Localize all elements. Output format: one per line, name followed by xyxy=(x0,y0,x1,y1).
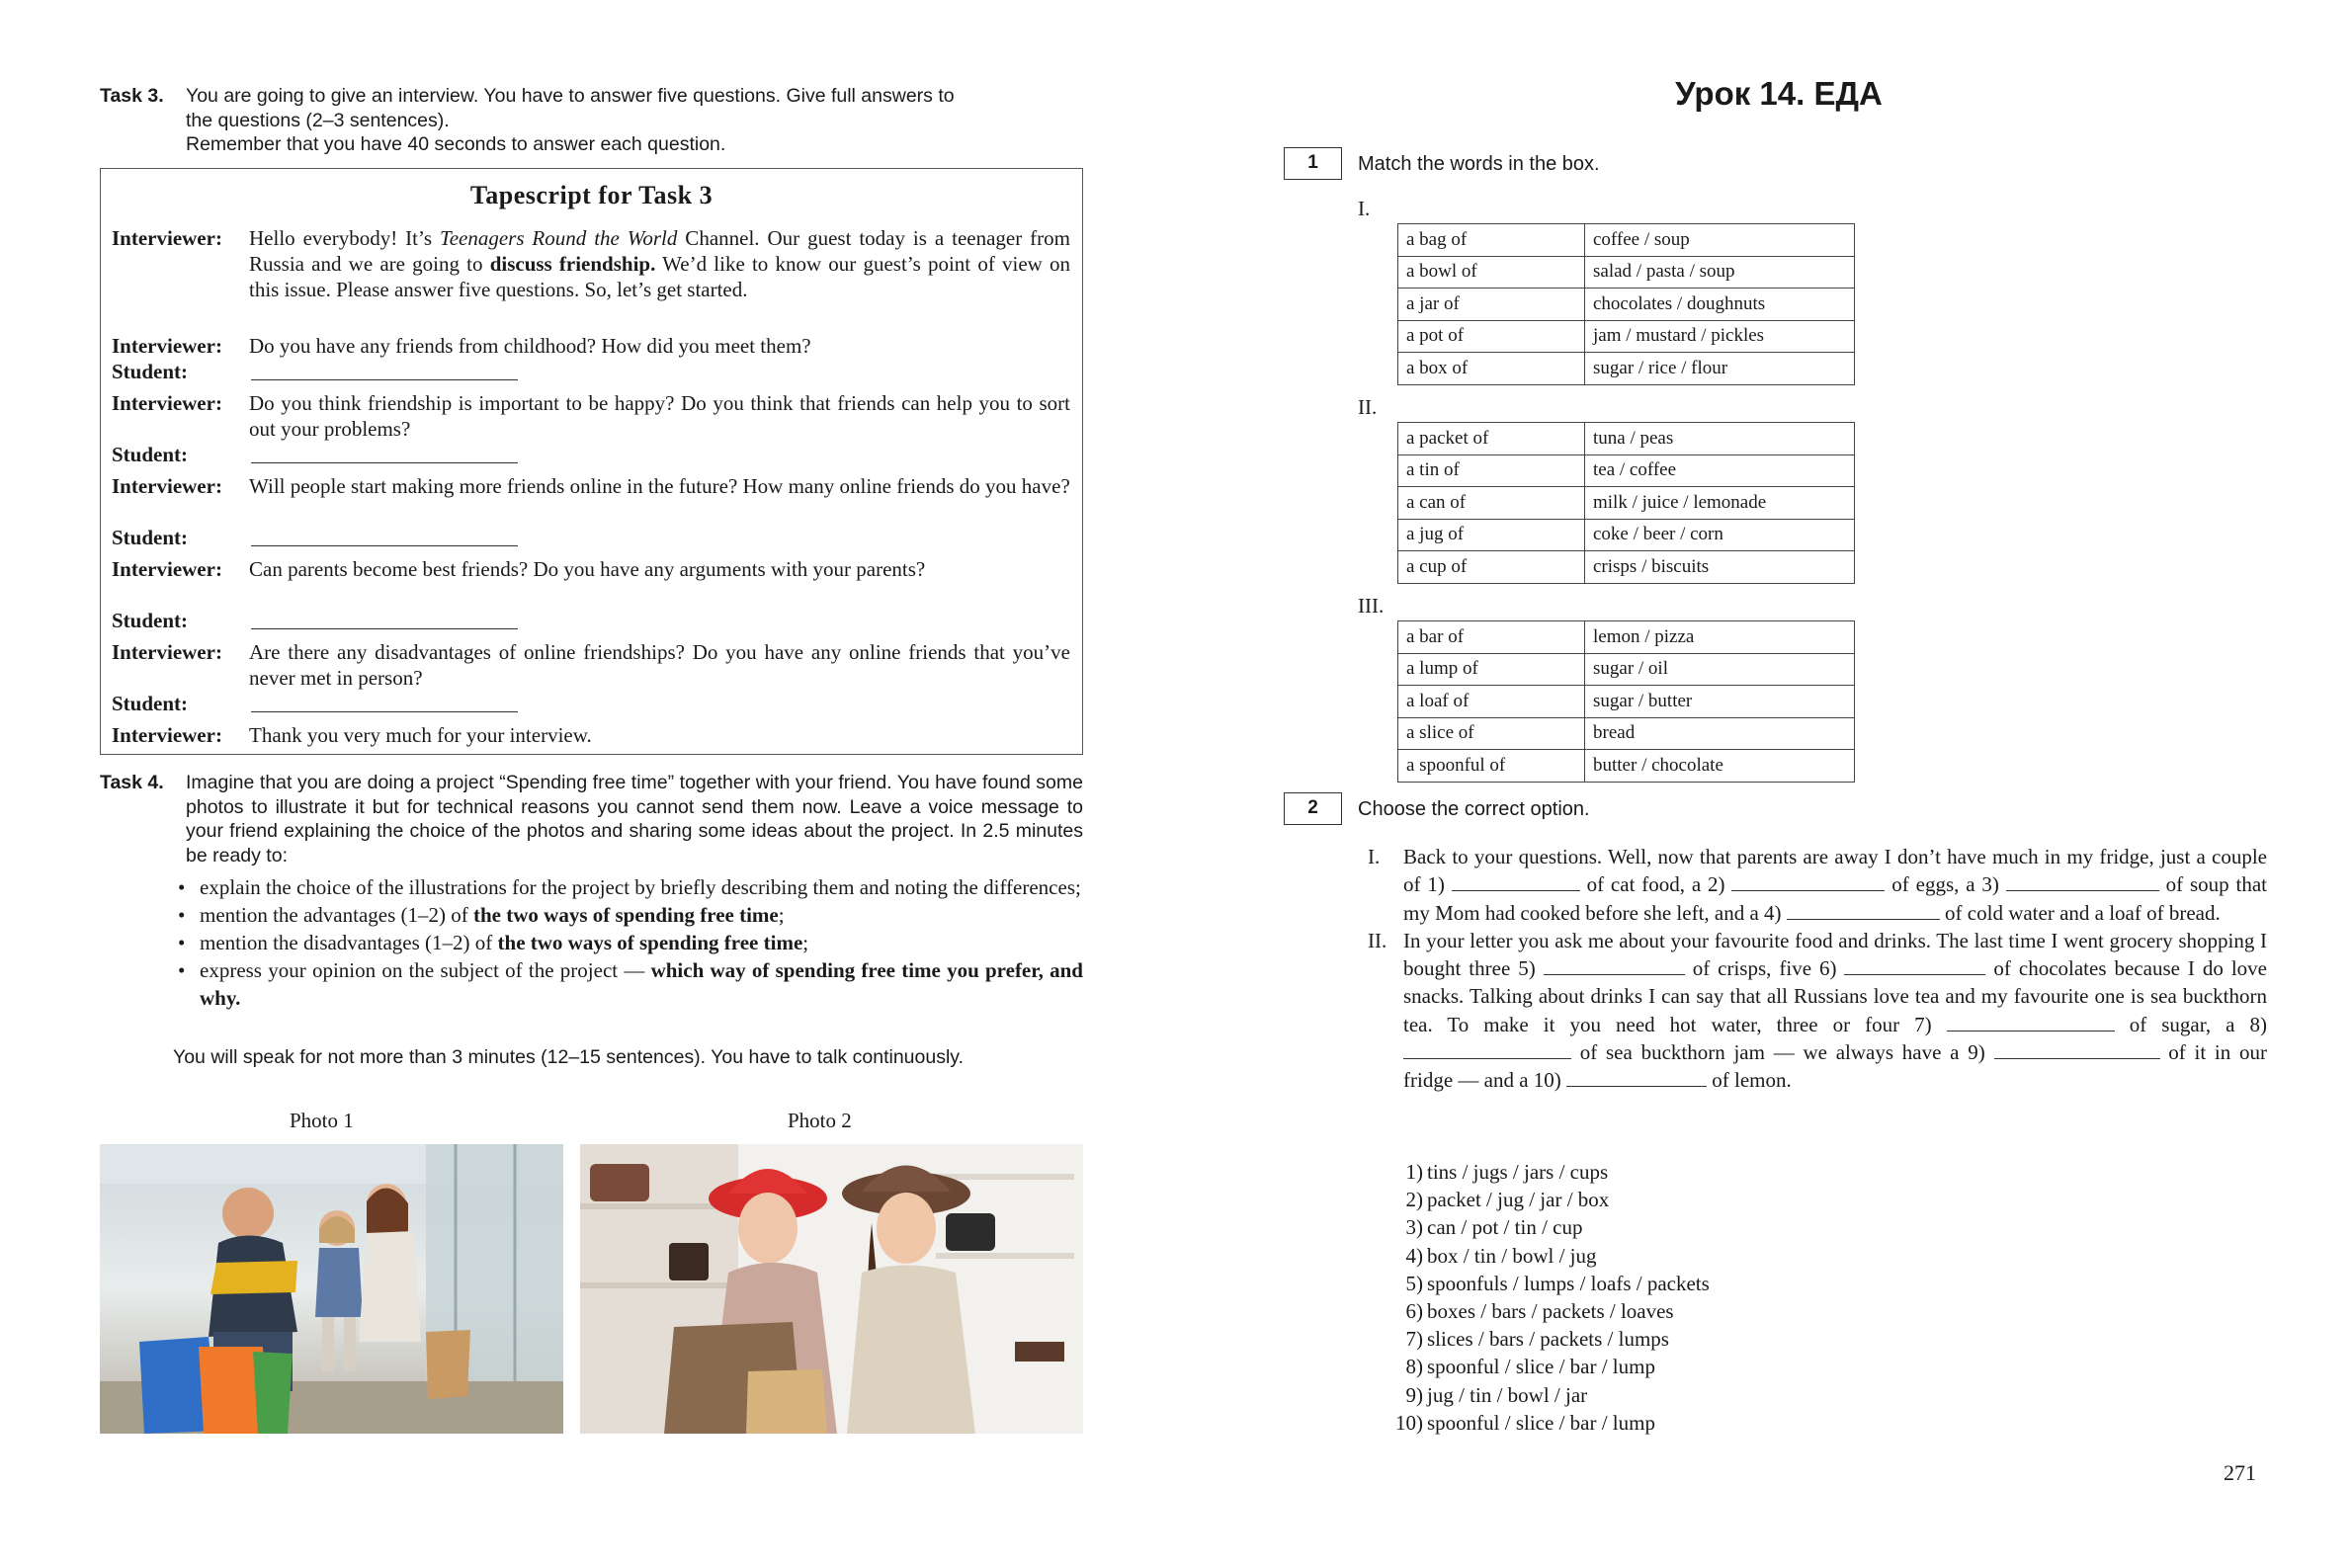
lesson-title: Урок 14. ЕДА xyxy=(1675,75,1883,112)
gap-7[interactable] xyxy=(1947,1014,2115,1032)
table-row: a jug of coke / beer / corn xyxy=(1398,519,1855,551)
gap-3[interactable] xyxy=(2006,873,2159,891)
gap-1[interactable] xyxy=(1452,873,1580,891)
interviewer-q3 xyxy=(112,473,1070,499)
answer-line-2 xyxy=(251,462,518,463)
interviewer-q5 xyxy=(112,639,1070,691)
question-3: Will people start making more friends online in the future? How many online friends do you have? xyxy=(249,474,1070,498)
student-label: Student: xyxy=(112,443,189,466)
exercise-2-text xyxy=(1368,843,2267,1095)
closing-line: Thank you very much for your interview. xyxy=(249,723,592,747)
photo-1-family-shopping xyxy=(100,1144,563,1434)
gap-6[interactable] xyxy=(1844,957,1985,975)
answer-line-1 xyxy=(251,379,518,380)
exercise-2-instruction: Choose the correct option. xyxy=(1358,798,1590,820)
interviewer-label: Interviewer: xyxy=(112,474,222,498)
interviewer-label: Interviewer: xyxy=(112,226,222,250)
table-row: a tin of tea / coffee xyxy=(1398,454,1855,487)
gap-9[interactable] xyxy=(1994,1041,2160,1059)
paragraph-1: I. Back to your questions. Well, now that parents are away I don’t have much in my fridge, just a couple of 1) of cat food, a 2) of eggs, a 3) of soup that my Mom had cooked before she left, and a 4) of cold water and a loaf of bread. xyxy=(1368,845,2267,925)
table-row: a bar of lemon / pizza xyxy=(1398,621,1855,654)
table-row: a can of milk / juice / lemonade xyxy=(1398,487,1855,520)
question-4: Can parents become best friends? Do you have any arguments with your parents? xyxy=(249,557,926,581)
interviewer-intro xyxy=(112,225,1070,302)
table-row: a lump of sugar / oil xyxy=(1398,653,1855,686)
task4-instructions xyxy=(100,771,1083,867)
option-line: 7) slices / bars / packets / lumps xyxy=(1405,1327,1669,1352)
interviewer-q4 xyxy=(112,556,1070,582)
tapescript-title: Tapescript for Task 3 xyxy=(469,181,714,209)
interviewer-label: Interviewer: xyxy=(112,334,222,358)
task4-footer: You will speak for not more than 3 minutes (12–15 sentences). You have to talk continuously. xyxy=(173,1046,964,1068)
option-line: 5) spoonfuls / lumps / loafs / packets xyxy=(1405,1271,1710,1295)
answer-options xyxy=(1387,1158,1710,1437)
task3-line3: Remember that you have 40 seconds to answer each question. xyxy=(186,133,726,155)
interviewer-q1 xyxy=(112,333,1070,359)
group-1-roman: I. xyxy=(1358,197,1371,220)
match-table-1 xyxy=(1397,223,1855,385)
student-label: Student: xyxy=(112,360,189,383)
photo-2-women-with-hats xyxy=(580,1144,1083,1434)
table-row: a jar of chocolates / doughnuts xyxy=(1398,289,1855,321)
intro-text-c: We’d like to know our guest’s point of view on this issue. Please answer five questions. So, let’s get started. xyxy=(249,252,1070,301)
intro-text-b: Channel. Our guest today is a teenager from Russia and we are going to xyxy=(249,226,1070,276)
interviewer-label: Interviewer: xyxy=(112,640,222,664)
intro-text-a: Hello everybody! It’s xyxy=(249,226,440,250)
intro-topic: discuss friendship. xyxy=(489,252,656,276)
option-line: 9) jug / tin / bowl / jar xyxy=(1405,1382,1588,1407)
answer-line-5 xyxy=(251,711,518,712)
page-number: 271 xyxy=(2224,1460,2256,1485)
exercise-1-instruction: Match the words in the box. xyxy=(1358,153,1600,175)
tapescript-box xyxy=(100,168,1083,755)
gap-10[interactable] xyxy=(1566,1069,1707,1087)
option-line: 8) spoonful / slice / bar / lump xyxy=(1405,1355,1655,1379)
student-label: Student: xyxy=(112,692,189,715)
table-row: a bowl of salad / pasta / soup xyxy=(1398,256,1855,289)
question-2: Do you think friendship is important to be happy? Do you think that friends can help you to sort out your problems? xyxy=(249,391,1070,441)
option-line: 6) boxes / bars / packets / loaves xyxy=(1405,1299,1674,1324)
gap-4[interactable] xyxy=(1787,902,1940,920)
question-5: Are there any disadvantages of online friendships? Do you have any online friends that you’ve never met in person? xyxy=(249,640,1070,690)
bullet-2: • mention the advantages (1–2) of the two ways of spending free time; xyxy=(178,903,785,927)
interviewer-q2 xyxy=(112,390,1070,442)
interviewer-label: Interviewer: xyxy=(112,557,222,581)
paragraph-2: II. In your letter you ask me about your favourite food and drinks. The last time I went grocery shopping I bought three 5) of crisps, five 6) of chocolates because I do love snacks. Talking about drinks I can say that all Russians love tea and my favourite one is sea buckthorn tea. To make it you need hot water, three or four 7) of sugar, a 8) of sea buckthorn jam — we always have a 9) of it in our fridge — and a 10) of lemon. xyxy=(1368,928,2268,1093)
task3-line2: the questions (2–3 sentences). xyxy=(186,109,450,131)
table-row: a loaf of sugar / butter xyxy=(1398,686,1855,718)
bullet-3: • mention the disadvantages (1–2) of the two ways of spending free time; xyxy=(178,931,809,954)
table-row: a cup of crisps / biscuits xyxy=(1398,551,1855,584)
table-row: a box of sugar / rice / flour xyxy=(1398,353,1855,385)
task4-bullets xyxy=(178,873,1083,1012)
answer-line-3 xyxy=(251,545,518,546)
task4-label: Task 4. xyxy=(100,772,164,793)
option-line: 10) spoonful / slice / bar / lump xyxy=(1395,1410,1655,1435)
task4-text: Imagine that you are doing a project “Spending free time” together with your friend. You have found some photos to illustrate it but for technical reasons you cannot send them now. Leave a voice message to your friend explaining the choice of the photos and sharing some ideas about the project. In 2.5 minutes be ready to: xyxy=(186,772,1083,867)
question-1: Do you have any friends from childhood? How did you meet them? xyxy=(249,334,811,358)
gap-8[interactable] xyxy=(1403,1041,1571,1059)
table-row: a bag of coffee / soup xyxy=(1398,224,1855,257)
option-line: 3) can / pot / tin / cup xyxy=(1405,1215,1583,1240)
interviewer-label: Interviewer: xyxy=(112,723,222,747)
option-line: 1) tins / jugs / jars / cups xyxy=(1405,1160,1609,1184)
option-line: 2) packet / jug / jar / box xyxy=(1405,1188,1610,1212)
table-row: a slice of bread xyxy=(1398,717,1855,750)
task3-label: Task 3. xyxy=(100,85,164,107)
gap-2[interactable] xyxy=(1731,873,1885,891)
exercise-2-number: 2 xyxy=(1284,792,1342,825)
bullet-1: • explain the choice of the illustrations for the project by briefly describing them and noting the differences; xyxy=(178,875,1081,899)
table-row: a packet of tuna / peas xyxy=(1398,423,1855,455)
exercise-1-number: 1 xyxy=(1284,147,1342,180)
gap-5[interactable] xyxy=(1544,957,1685,975)
photo2-caption: Photo 2 xyxy=(788,1109,852,1132)
match-table-3 xyxy=(1397,620,1855,783)
match-table-2 xyxy=(1397,422,1855,584)
table-row: a spoonful of butter / chocolate xyxy=(1398,750,1855,783)
student-label: Student: xyxy=(112,609,189,632)
group-2-roman: II. xyxy=(1358,395,1378,419)
task3-line1: You are going to give an interview. You have to answer five questions. Give full answers to xyxy=(186,85,955,107)
student-label: Student: xyxy=(112,526,189,549)
table-row: a pot of jam / mustard / pickles xyxy=(1398,320,1855,353)
answer-line-4 xyxy=(251,628,518,629)
task3-instructions xyxy=(100,84,1083,157)
channel-name: Teenagers Round the World xyxy=(439,226,678,250)
interviewer-closing xyxy=(112,722,1070,748)
option-line: 4) box / tin / bowl / jug xyxy=(1405,1243,1597,1268)
bullet-4: • express your opinion on the subject of the project — which way of spending free time you prefer, and why. xyxy=(178,958,1083,1010)
interviewer-label: Interviewer: xyxy=(112,391,222,415)
photo1-caption: Photo 1 xyxy=(290,1109,354,1132)
group-3-roman: III. xyxy=(1358,594,1385,618)
